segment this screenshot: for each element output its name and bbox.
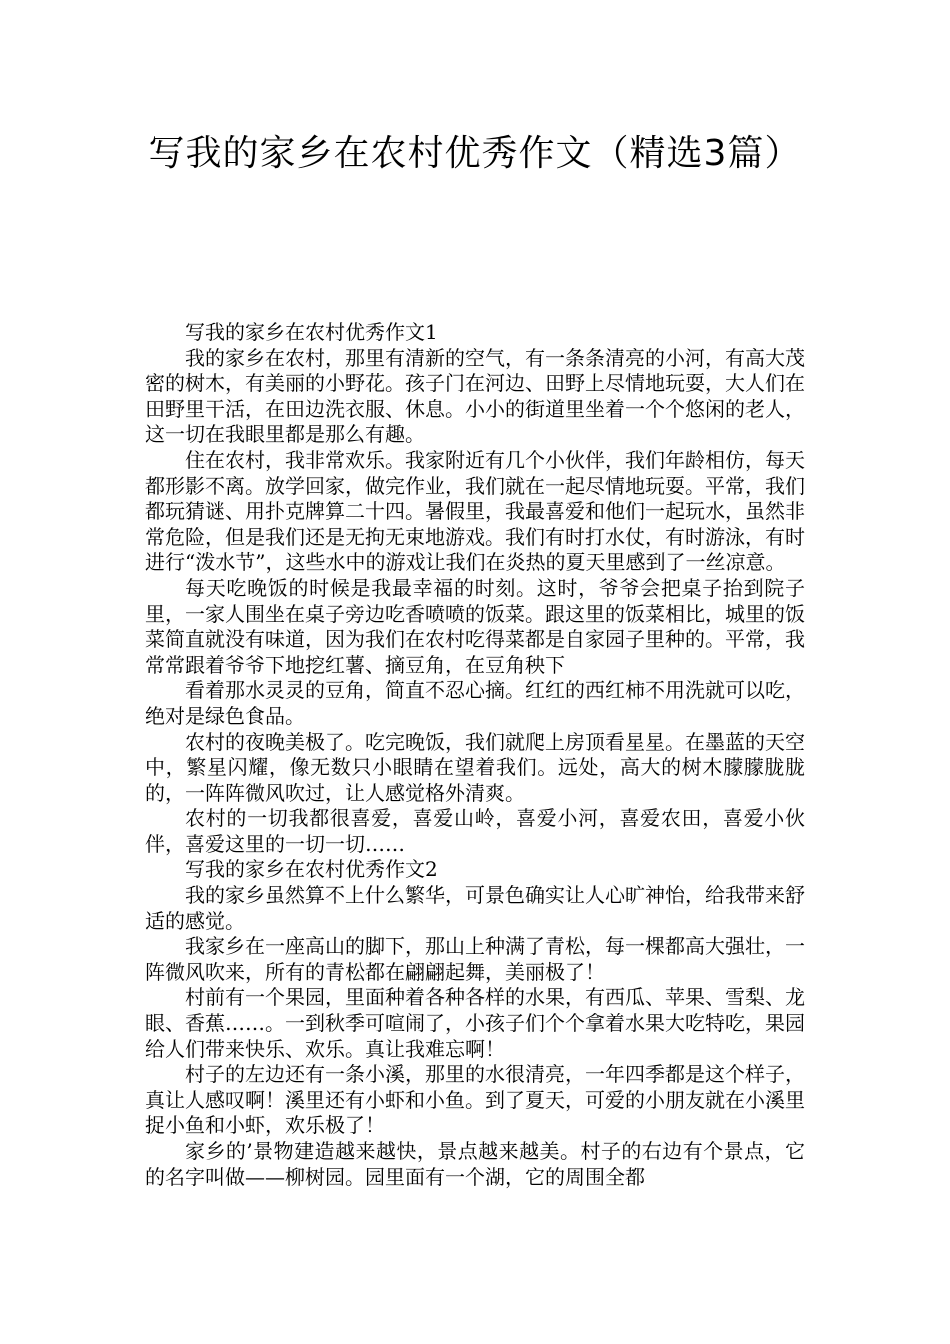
body-paragraph: 村前有一个果园，里面种着各种各样的水果，有西瓜、苹果、雪梨、龙眼、香蕉……。一到秋季可喧闹了，小孩子们个个拿着水果大吃特吃，果园给人们带来快乐、欢乐。真让我难忘啊！ [145, 985, 805, 1061]
body-paragraph: 家乡的’景物建造越来越快，景点越来越美。村子的右边有个景点，它的名字叫做——柳树园。园里面有一个湖，它的周围全都 [145, 1139, 805, 1189]
body-paragraph: 农村的夜晚美极了。吃完晚饭，我们就爬上房顶看星星。在墨蓝的天空中，繁星闪耀，像无数只小眼睛在望着我们。远处，高大的树木朦朦胧胧的，一阵阵微风吹过，让人感觉格外清爽。 [145, 729, 805, 805]
body-paragraph: 我家乡在一座高山的脚下，那山上种满了青松，每一棵都高大强壮，一阵微风吹来，所有的青松都在翩翩起舞，美丽极了！ [145, 934, 805, 984]
essay-heading-1: 写我的家乡在农村优秀作文1 [185, 320, 438, 344]
body-paragraph: 看着那水灵灵的豆角，简直不忍心摘。红红的西红柿不用洗就可以吃，绝对是绿色食品。 [145, 678, 805, 728]
document-title: 写我的家乡在农村优秀作文（精选3篇） [148, 133, 802, 174]
essay-heading-2: 写我的家乡在农村优秀作文2 [185, 857, 438, 882]
body-paragraph: 我的家乡在农村，那里有清新的空气，有一条条清亮的小河，有高大茂密的树木，有美丽的小野花。孩子门在河边、田野上尽情地玩耍，大人们在田野里干活，在田边洗衣服、休息。小小的街道里坐着一个个悠闲的老人，这一切在我眼里都是那么有趣。 [145, 345, 805, 447]
body-paragraph: 我的家乡虽然算不上什么繁华，可景色确实让人心旷神怡，给我带来舒适的感觉。 [145, 883, 805, 933]
body-paragraph: 农村的一切我都很喜爱，喜爱山岭，喜爱小河，喜爱农田，喜爱小伙伴，喜爱这里的一切一切…… [145, 806, 805, 856]
body-paragraph: 村子的左边还有一条小溪，那里的水很清亮，一年四季都是这个样子，真让人感叹啊！溪里还有小虾和小鱼。到了夏天，可爱的小朋友就在小溪里捉小鱼和小虾，欢乐极了！ [145, 1062, 805, 1138]
body-paragraph: 住在农村，我非常欢乐。我家附近有几个小伙伴，我们年龄相仿，每天都形影不离。放学回家，做完作业，我们就在一起尽情地玩耍。平常，我们都玩猜谜、用扑克牌算二十四。暑假里，我最喜爱和他们一起玩水，虽然非常危险，但是我们还是无拘无束地游戏。我们有时打水仗，有时游泳，有时进行“泼水节”，这些水中的游戏让我们在炎热的夏天里感到了一丝凉意。 [145, 447, 805, 575]
body-paragraph: 每天吃晚饭的时候是我最幸福的时刻。这时，爷爷会把桌子抬到院子里，一家人围坐在桌子旁边吃香喷喷的饭菜。跟这里的饭菜相比，城里的饭菜简直就没有味道，因为我们在农村吃得菜都是自家园子里种的。平常，我常常跟着爷爷下地挖红薯、摘豆角，在豆角秧下 [145, 575, 805, 677]
document-body [145, 320, 805, 1190]
